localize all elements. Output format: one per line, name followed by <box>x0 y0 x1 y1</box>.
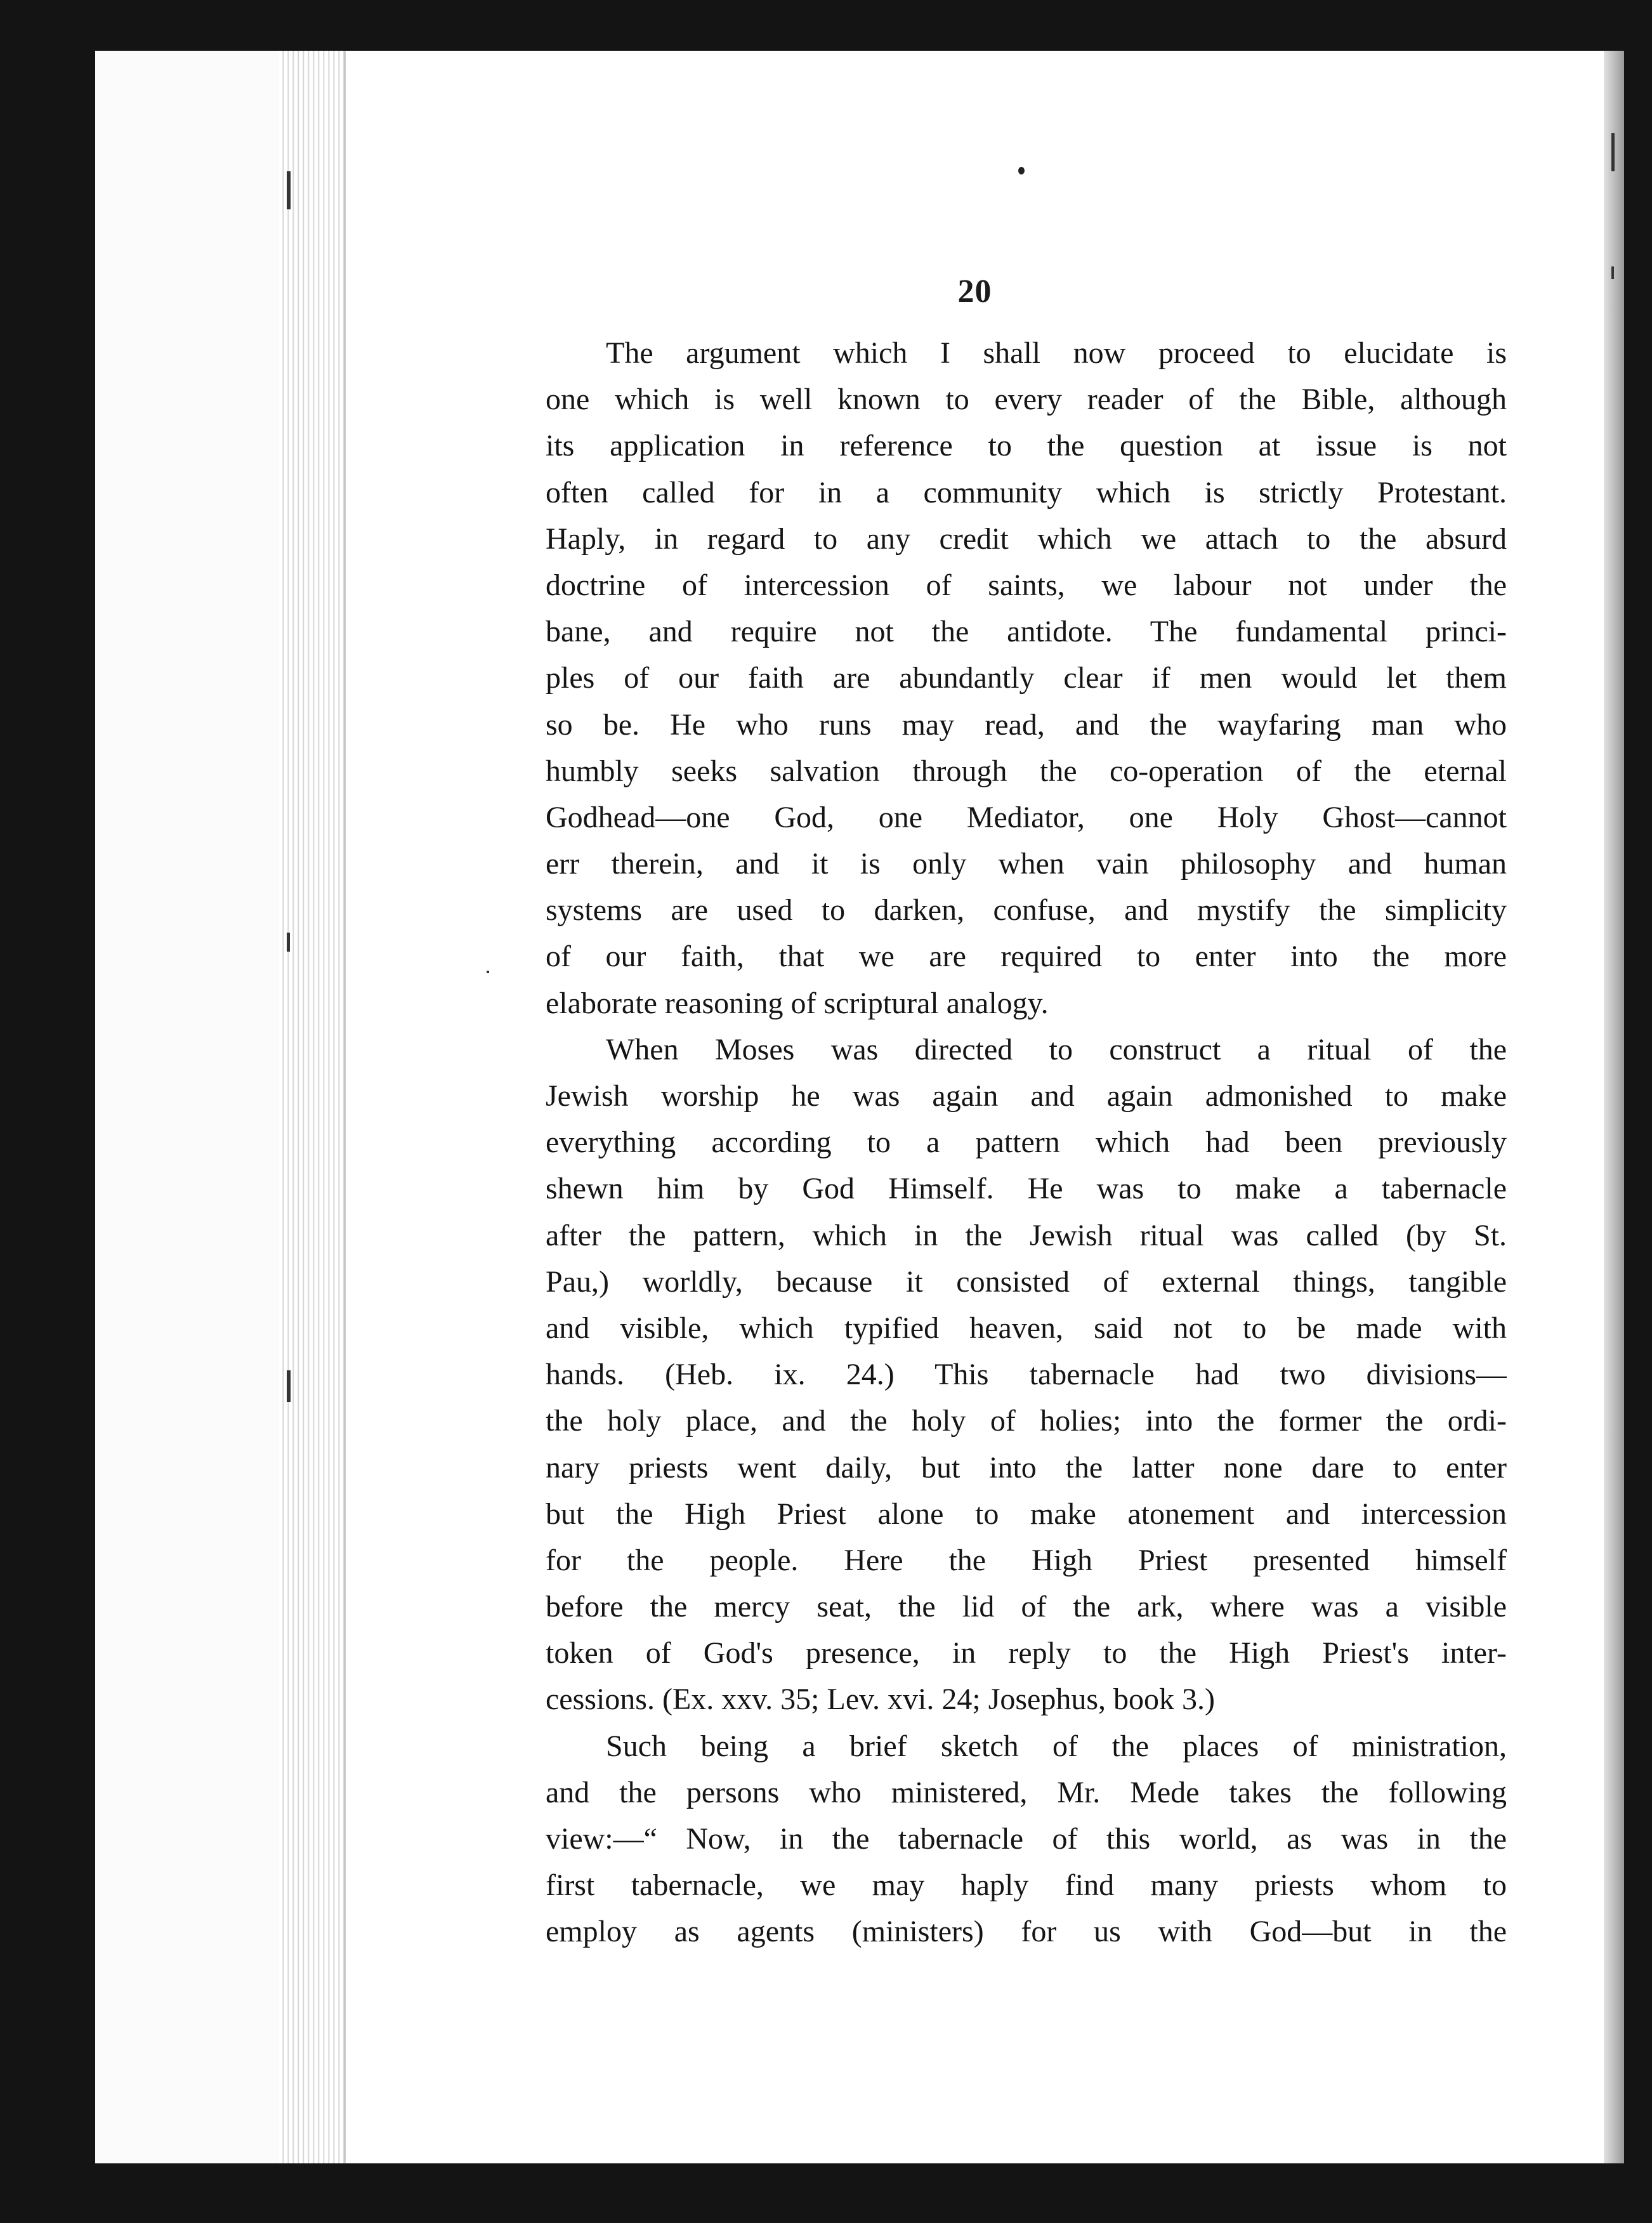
text-line: everything according to a pattern which had been previously <box>546 1125 1507 1160</box>
scan-border-right <box>1624 0 1652 2223</box>
text-line: nary priests went daily, but into the latter none dare to enter <box>546 1450 1507 1485</box>
text-line: The argument which I shall now proceed to elucidate is <box>606 336 1507 370</box>
text-line: Such being a brief sketch of the places of ministration, <box>606 1729 1507 1763</box>
body-text <box>546 330 1507 1955</box>
scan-speck <box>287 171 291 209</box>
scan-border-bottom <box>0 2163 1652 2223</box>
text-line: one which is well known to every reader of the Bible, although <box>546 383 1507 417</box>
text-line: after the pattern, which in the Jewish ritual was called (by St. <box>546 1218 1507 1252</box>
text-line: shewn him by God Himself. He was to make a tabernacle <box>546 1172 1507 1206</box>
text-line: and visible, which typified heaven, said not to be made with <box>546 1311 1507 1345</box>
text-line: for the people. Here the High Priest presented himself <box>546 1543 1507 1577</box>
scan-speck <box>287 1370 291 1402</box>
scan-border-top <box>0 0 1652 51</box>
ink-dot <box>1018 167 1025 174</box>
text-line: systems are used to darken, confuse, and mystify the simplicity <box>546 893 1507 928</box>
book-cover-edge <box>95 51 305 2163</box>
page-stack-edges <box>279 51 349 2163</box>
text-line: the holy place, and the holy of holies; into the former the ordi- <box>546 1404 1507 1438</box>
text-line: bane, and require not the antidote. The fundamental princi- <box>546 615 1507 649</box>
scan-border-left <box>0 0 95 2223</box>
text-line: Pau,) worldly, because it consisted of external things, tangible <box>546 1264 1507 1299</box>
scan-speck <box>287 933 290 952</box>
scan-speck <box>1611 266 1614 279</box>
text-line: elaborate reasoning of scriptural analogy. <box>546 986 1049 1020</box>
book-page <box>346 51 1604 2163</box>
text-line: and the persons who ministered, Mr. Mede takes the following <box>546 1775 1507 1809</box>
text-line: Godhead—one God, one Mediator, one Holy Ghost—cannot <box>546 800 1507 834</box>
text-line: hands. (Heb. ix. 24.) This tabernacle had two divisions— <box>546 1358 1507 1392</box>
text-line: of our faith, that we are required to enter into the more <box>546 940 1507 974</box>
page-number: 20 <box>957 273 992 310</box>
text-line: token of God's presence, in reply to the High Priest's inter- <box>546 1636 1507 1670</box>
text-line: view:—“ Now, in the tabernacle of this world, as was in the <box>546 1822 1507 1856</box>
text-line: When Moses was directed to construct a ritual of the <box>606 1032 1507 1066</box>
page-right-shadow <box>1604 51 1624 2163</box>
text-line: doctrine of intercession of saints, we labour not under the <box>546 568 1507 602</box>
text-line: its application in reference to the question at issue is not <box>546 429 1507 463</box>
text-line: before the mercy seat, the lid of the ark, where was a visible <box>546 1590 1507 1624</box>
text-line: err therein, and it is only when vain philosophy and human <box>546 847 1507 881</box>
scan-speck <box>487 971 489 973</box>
text-line: cessions. (Ex. xxv. 35; Lev. xvi. 24; Josephus, book 3.) <box>546 1682 1216 1717</box>
text-line: first tabernacle, we may haply find many priests whom to <box>546 1868 1507 1903</box>
scan-speck <box>1611 133 1615 171</box>
text-line: often called for in a community which is strictly Protestant. <box>546 475 1507 509</box>
text-line: so be. He who runs may read, and the wayfaring man who <box>546 707 1507 742</box>
text-line: Haply, in regard to any credit which we attach to the absurd <box>546 521 1507 556</box>
text-line: ples of our faith are abundantly clear if men would let them <box>546 661 1507 695</box>
text-line: but the High Priest alone to make atonement and intercession <box>546 1497 1507 1531</box>
text-line: employ as agents (ministers) for us with God—but in the <box>546 1915 1507 1949</box>
text-line: Jewish worship he was again and again admonished to make <box>546 1079 1507 1113</box>
text-line: humbly seeks salvation through the co-operation of the eternal <box>546 754 1507 788</box>
